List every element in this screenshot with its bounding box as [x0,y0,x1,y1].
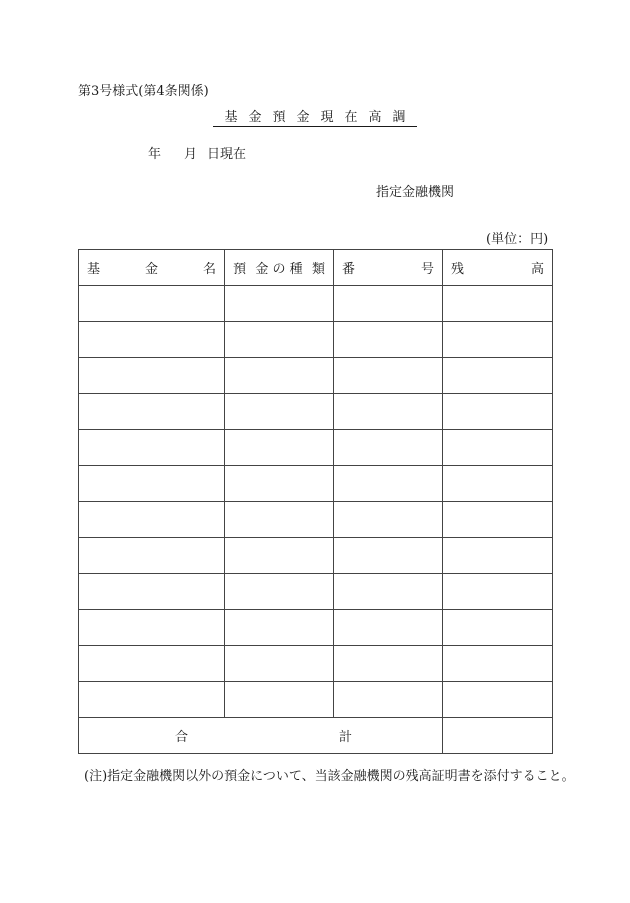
table-row [79,502,553,538]
balance-cell[interactable] [443,682,553,718]
balance-cell[interactable] [443,610,553,646]
header-fund-name-1: 基 [87,262,101,277]
table-row [79,646,553,682]
deposit-type-cell[interactable] [225,574,334,610]
number-cell[interactable] [334,286,443,322]
number-cell[interactable] [334,610,443,646]
header-number-3: 号 [420,262,434,277]
balance-cell[interactable] [443,286,553,322]
deposit-type-cell[interactable] [225,538,334,574]
deposit-type-cell[interactable] [225,466,334,502]
date-month-label: 月 [184,147,198,162]
balance-cell[interactable] [443,538,553,574]
header-deposit-type-2: 金 の 種 [255,262,303,277]
header-fund-name-3: 名 [202,262,216,277]
total-row [79,718,553,754]
table-row [79,394,553,430]
deposit-type-cell[interactable] [225,322,334,358]
deposit-type-cell[interactable] [225,430,334,466]
fund-name-cell[interactable] [79,322,225,358]
balance-cell[interactable] [443,646,553,682]
total-label-1: 合 [175,730,189,745]
deposit-type-cell[interactable] [225,358,334,394]
balance-cell[interactable] [443,430,553,466]
document-title: 基金預金現在高調 [213,110,416,127]
balance-cell[interactable] [443,574,553,610]
balance-cell[interactable] [443,322,553,358]
deposit-type-cell[interactable] [225,394,334,430]
date-day-label: 日現在 [207,147,247,162]
fund-name-cell[interactable] [79,430,225,466]
fund-name-cell[interactable] [79,502,225,538]
fund-deposit-table [78,249,553,754]
number-cell[interactable] [334,466,443,502]
deposit-type-cell[interactable] [225,646,334,682]
header-deposit-type-1: 預 [233,262,247,277]
balance-cell[interactable] [443,466,553,502]
table-row [79,286,553,322]
header-balance-1: 残 [451,262,465,277]
balance-cell[interactable] [443,394,553,430]
number-cell[interactable] [334,538,443,574]
deposit-type-cell[interactable] [225,610,334,646]
number-cell[interactable] [334,502,443,538]
table-row [79,466,553,502]
fund-name-cell[interactable] [79,538,225,574]
fund-name-cell[interactable] [79,394,225,430]
total-label-2: 計 [338,730,352,745]
number-cell[interactable] [334,430,443,466]
table-header-row [79,250,553,286]
form-number: 第3号様式(第4条関係) [78,84,209,99]
number-cell[interactable] [334,322,443,358]
table-row [79,430,553,466]
table-row [79,610,553,646]
number-cell[interactable] [334,394,443,430]
deposit-type-cell[interactable] [225,682,334,718]
date-year-label: 年 [148,147,162,162]
number-cell[interactable] [334,358,443,394]
fund-name-cell[interactable] [79,682,225,718]
fund-name-cell[interactable] [79,466,225,502]
header-fund-name-2: 金 [144,262,158,277]
table-row [79,538,553,574]
header-number [334,250,443,286]
deposit-type-cell[interactable] [225,286,334,322]
fund-name-cell[interactable] [79,646,225,682]
header-deposit-type [225,250,334,286]
table-row [79,574,553,610]
document-title-container [0,106,630,125]
fund-name-cell[interactable] [79,358,225,394]
institution-label: 指定金融機関 [376,185,455,200]
number-cell[interactable] [334,574,443,610]
fund-name-cell[interactable] [79,610,225,646]
header-balance-3: 高 [530,262,544,277]
header-number-1: 番 [342,262,356,277]
table-row [79,682,553,718]
deposit-type-cell[interactable] [225,502,334,538]
fund-name-cell[interactable] [79,286,225,322]
fund-name-cell[interactable] [79,574,225,610]
header-fund-name [79,250,225,286]
total-label-cell [79,718,443,754]
number-cell[interactable] [334,646,443,682]
table-row [79,322,553,358]
balance-cell[interactable] [443,358,553,394]
number-cell[interactable] [334,682,443,718]
header-deposit-type-3: 類 [311,262,325,277]
unit-note: (単位：円) [486,232,549,247]
header-balance [443,250,553,286]
balance-cell[interactable] [443,502,553,538]
table-row [79,358,553,394]
footnote: (注)指定金融機関以外の預金について、当該金融機関の残高証明書を添付すること。 [84,769,575,784]
total-value-cell[interactable] [443,718,553,754]
